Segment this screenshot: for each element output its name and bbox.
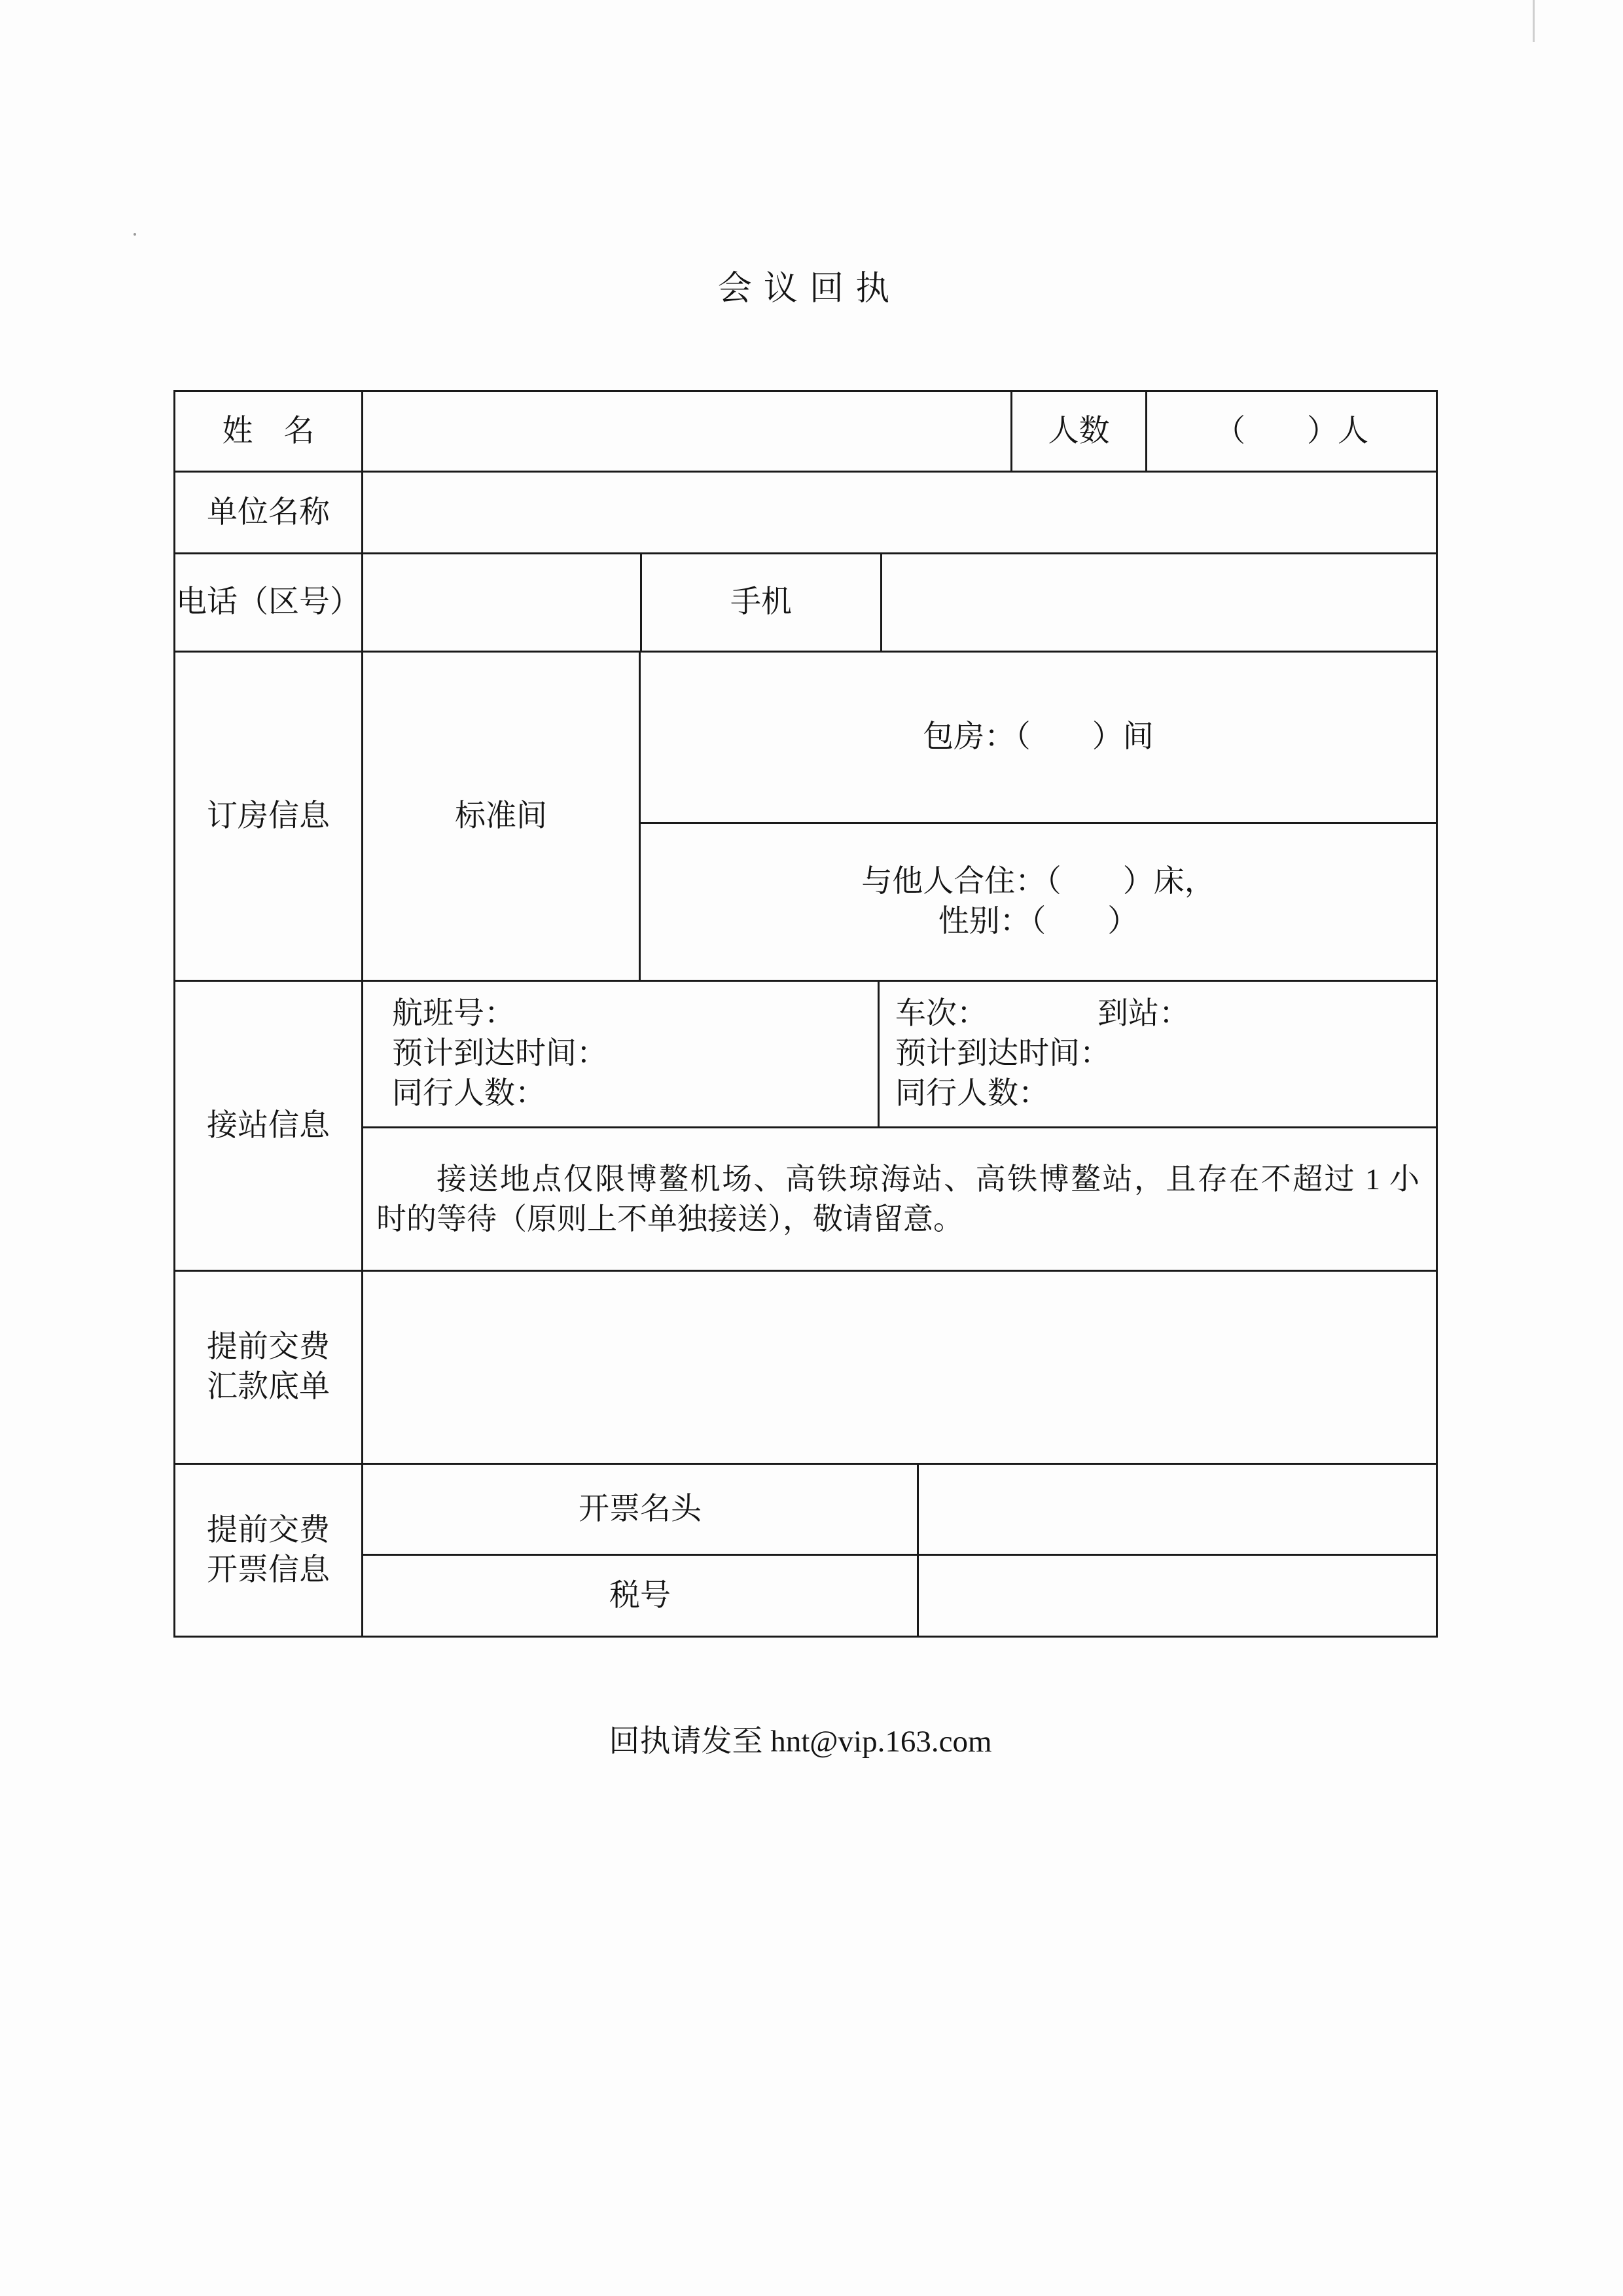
- tax-id-field: [917, 1554, 1438, 1638]
- organization-label: 单位名称: [207, 495, 330, 529]
- invoice-title-label-cell: [361, 1463, 919, 1556]
- document-title: [0, 269, 1607, 308]
- train-companions-label: 同行人数：: [895, 1077, 1049, 1111]
- flight-companions-label: 同行人数：: [392, 1077, 546, 1111]
- headcount-value: （ ）人: [1215, 414, 1368, 448]
- scan-dust-artifact: [134, 233, 136, 236]
- flight-arrival-label: 预计到达时间：: [392, 1037, 607, 1071]
- organization-field: [361, 471, 1438, 554]
- invoice-label-cell: [173, 1463, 363, 1638]
- train-arrival-label: 预计到达时间：: [895, 1037, 1111, 1071]
- remittance-label-line: 汇款底单: [207, 1370, 330, 1404]
- mobile-label-cell: [640, 552, 882, 653]
- scan-edge-artifact: [1533, 0, 1535, 42]
- flight-number-label: 航班号：: [392, 997, 515, 1031]
- private-room-cell: [639, 651, 1438, 824]
- mobile-field: [880, 552, 1438, 653]
- train-number-label: 车次：: [895, 997, 988, 1031]
- shared-room-cell: [639, 822, 1438, 982]
- name-label: 姓名: [222, 414, 346, 448]
- invoice-title-label: 开票名头: [579, 1492, 702, 1526]
- room-label-cell: [173, 651, 363, 982]
- shared-room-label: 与他人合住：（ ）床，: [861, 865, 1215, 899]
- remittance-field: [361, 1270, 1438, 1465]
- pickup-note-cell: [361, 1126, 1438, 1272]
- phone-label: 电话（区号）: [176, 585, 361, 619]
- pickup-note-line: 接送地点仅限博鳌机场、高铁琼海站、高铁博鳌站，且存在不超过 1 小: [437, 1162, 1419, 1196]
- mobile-label: 手机: [730, 585, 792, 619]
- invoice-label-line: 开票信息: [207, 1552, 330, 1587]
- tax-id-label: 税号: [609, 1578, 671, 1613]
- organization-label-cell: [173, 471, 363, 554]
- pickup-note-line: 时的等待（原则上不单独接送），敬请留意。: [376, 1202, 963, 1236]
- document-title-text: 会议回执: [717, 270, 902, 308]
- room-type-cell: [361, 651, 641, 982]
- flight-info-cell: [361, 980, 880, 1128]
- train-station-label: 到站：: [1097, 997, 1190, 1031]
- gender-label: 性别：（ ）: [938, 905, 1139, 939]
- headcount-field: [1145, 390, 1438, 473]
- phone-field: [361, 552, 642, 653]
- pickup-label: 接站信息: [207, 1108, 330, 1143]
- headcount-label: 人数: [1048, 414, 1110, 448]
- room-type-label: 标准间: [455, 798, 547, 833]
- tax-id-label-cell: [361, 1554, 919, 1638]
- train-number-row: [895, 994, 1190, 1034]
- invoice-title-field: [917, 1463, 1438, 1556]
- headcount-label-cell: [1010, 390, 1147, 473]
- remittance-label-cell: [173, 1270, 363, 1465]
- phone-label-cell: [173, 552, 363, 653]
- room-label: 订房信息: [207, 798, 330, 833]
- name-label-cell: [173, 390, 363, 473]
- name-field: [361, 390, 1012, 473]
- train-info-cell: [878, 980, 1438, 1128]
- reply-instruction: 回执请发至 hnt@vip.163.com: [609, 1725, 992, 1759]
- private-room-label: 包房：（ ）间: [923, 720, 1154, 754]
- invoice-label-line: 提前交费: [207, 1513, 330, 1547]
- remittance-label-line: 提前交费: [207, 1330, 330, 1364]
- pickup-label-cell: [173, 980, 363, 1272]
